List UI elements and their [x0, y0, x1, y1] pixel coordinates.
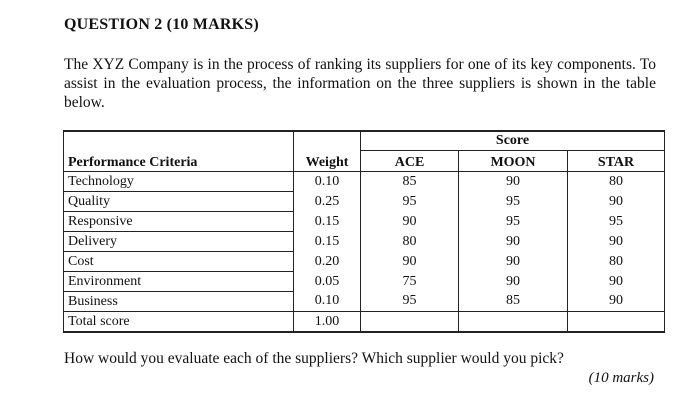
cell-star: 90 — [568, 272, 665, 292]
header-weight: Weight — [294, 151, 361, 172]
table-row — [64, 252, 665, 272]
cell-moon: 90 — [459, 232, 568, 252]
cell-star: 95 — [568, 212, 665, 232]
cell-criteria: Environment — [64, 272, 294, 292]
table-row — [64, 192, 665, 212]
cell-star: 90 — [568, 192, 665, 212]
table-row — [64, 292, 665, 312]
cell-ace: 80 — [361, 232, 459, 252]
header-spacer — [294, 131, 361, 151]
cell-moon: 95 — [459, 192, 568, 212]
header-spacer — [64, 131, 294, 151]
cell-ace: 75 — [361, 272, 459, 292]
cell-star: 80 — [568, 252, 665, 272]
header-moon: MOON — [459, 151, 568, 172]
cell-weight: 0.15 — [294, 232, 361, 252]
cell-moon: 95 — [459, 212, 568, 232]
cell-weight: 0.20 — [294, 252, 361, 272]
total-cell-moon — [459, 312, 568, 333]
table-row — [64, 172, 665, 192]
cell-ace: 95 — [361, 192, 459, 212]
table-row — [64, 272, 665, 292]
table-header-row-score — [64, 131, 665, 151]
cell-ace: 85 — [361, 172, 459, 192]
question-heading: QUESTION 2 (10 MARKS) — [64, 16, 259, 33]
cell-moon: 85 — [459, 292, 568, 312]
cell-weight: 0.05 — [294, 272, 361, 292]
cell-ace: 90 — [361, 212, 459, 232]
total-cell-star — [568, 312, 665, 333]
cell-criteria: Cost — [64, 252, 294, 272]
header-star: STAR — [568, 151, 665, 172]
total-cell-weight: 1.00 — [294, 312, 361, 333]
cell-weight: 0.15 — [294, 212, 361, 232]
total-cell-ace — [361, 312, 459, 333]
cell-star: 90 — [568, 292, 665, 312]
total-row — [64, 312, 665, 333]
cell-ace: 90 — [361, 252, 459, 272]
cell-ace: 95 — [361, 292, 459, 312]
cell-criteria: Delivery — [64, 232, 294, 252]
cell-criteria: Responsive — [64, 212, 294, 232]
cell-criteria: Technology — [64, 172, 294, 192]
cell-star: 80 — [568, 172, 665, 192]
cell-moon: 90 — [459, 272, 568, 292]
supplier-score-table — [63, 130, 665, 333]
cell-moon: 90 — [459, 172, 568, 192]
header-criteria: Performance Criteria — [64, 151, 294, 172]
header-ace: ACE — [361, 151, 459, 172]
cell-star: 90 — [568, 232, 665, 252]
table-row — [64, 232, 665, 252]
cell-weight: 0.10 — [294, 172, 361, 192]
question-text: How would you evaluate each of the suppliers? Which supplier would you pick? — [64, 350, 564, 367]
cell-weight: 0.10 — [294, 292, 361, 312]
table-header-row — [64, 151, 665, 172]
intro-paragraph: The XYZ Company is in the process of ranking its suppliers for one of its key components. To assist in the evaluation process, the information on the three suppliers is shown in the table below. — [64, 56, 656, 111]
total-cell-criteria: Total score — [64, 312, 294, 333]
score-group-header: Score — [361, 131, 665, 151]
marks-label: (10 marks) — [588, 370, 654, 386]
cell-criteria: Quality — [64, 192, 294, 212]
cell-weight: 0.25 — [294, 192, 361, 212]
cell-moon: 90 — [459, 252, 568, 272]
cell-criteria: Business — [64, 292, 294, 312]
table-row — [64, 212, 665, 232]
